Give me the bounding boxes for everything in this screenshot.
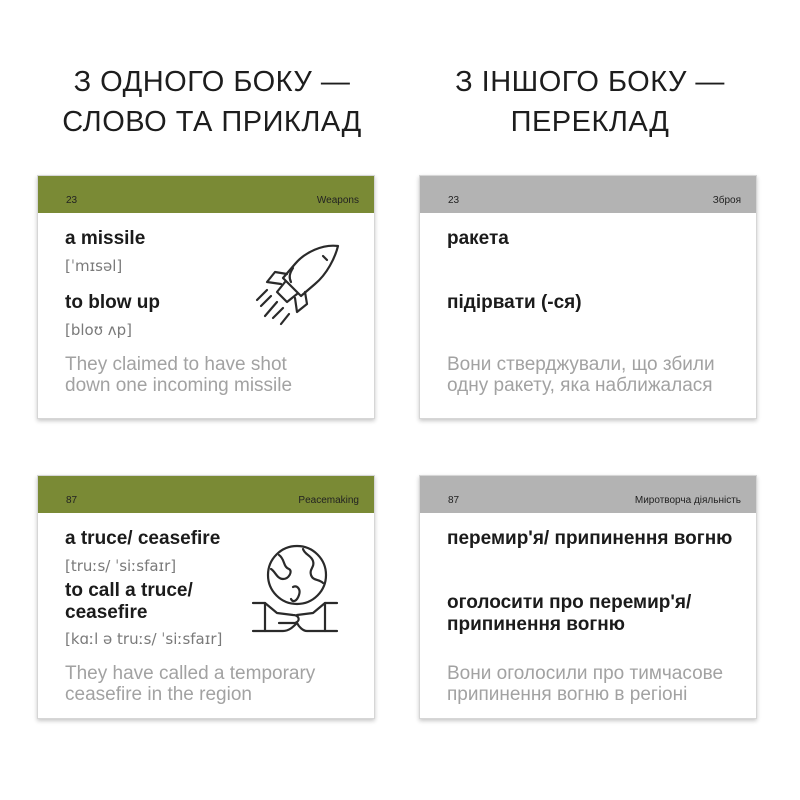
heading-line: З ОДНОГО БОКУ — (73, 66, 351, 98)
card-number: 23 (448, 195, 460, 206)
card-header-bar (420, 476, 756, 513)
transcription: [ˈmɪsəl] (65, 257, 123, 275)
example-sentence (447, 354, 715, 396)
word-primary: a truce/ ceasefire (65, 528, 221, 549)
heading-back-side (420, 62, 760, 142)
example-line: They claimed to have shot (65, 354, 287, 375)
word-primary: перемир'я/ припинення вогню (447, 528, 733, 549)
card-number: 87 (448, 495, 460, 506)
rocket-icon (243, 238, 353, 338)
transcription: [bloʊ ʌp] (65, 321, 133, 339)
flashcard-back-weapons (419, 175, 757, 419)
example-line: одну ракету, яка наближалася (447, 375, 713, 396)
card-category: Peacemaking (298, 495, 359, 506)
flashcard-front-weapons (37, 175, 375, 419)
example-line: ceasefire in the region (65, 684, 252, 705)
word-line: припинення вогню (447, 614, 625, 635)
word-line: ceasefire (65, 602, 148, 623)
heading-line: З ІНШОГО БОКУ — (455, 66, 725, 98)
word-secondary: to blow up (65, 292, 160, 313)
globe-in-hands-icon (249, 541, 341, 639)
card-header-bar (38, 476, 374, 513)
heading-front-side (42, 62, 382, 142)
example-line: Вони стверджували, що збили (447, 354, 715, 375)
card-category: Миротворча діяльність (634, 495, 741, 506)
card-body (65, 513, 360, 718)
example-sentence (447, 663, 723, 705)
flashcard-back-peacemaking (419, 475, 757, 719)
transcription: [truːs/ ˈsiːsfaɪr] (65, 557, 177, 575)
card-body (447, 513, 742, 718)
example-sentence (65, 663, 315, 705)
card-category: Зброя (712, 195, 741, 206)
word-secondary (447, 592, 691, 636)
example-line: They have called a temporary (65, 663, 316, 684)
card-body (447, 213, 742, 418)
word-primary: a missile (65, 228, 146, 249)
card-number: 23 (66, 195, 78, 206)
heading-line: СЛОВО ТА ПРИКЛАД (62, 106, 362, 138)
card-number: 87 (66, 495, 78, 506)
card-body (65, 213, 360, 418)
word-line: to call a truce/ (65, 580, 193, 601)
flashcard-front-peacemaking (37, 475, 375, 719)
example-line: припинення вогню в регіоні (447, 684, 688, 705)
word-line: оголосити про перемир'я/ (447, 592, 692, 613)
transcription: [kɑːl ə truːs/ ˈsiːsfaɪr] (65, 630, 223, 648)
example-sentence (65, 354, 292, 396)
card-header-bar (420, 176, 756, 213)
example-line: down one incoming missile (65, 375, 293, 396)
card-category: Weapons (316, 195, 359, 206)
heading-line: ПЕРЕКЛАД (510, 106, 670, 138)
word-secondary: підірвати (-ся) (447, 292, 582, 313)
card-header-bar (38, 176, 374, 213)
example-line: Вони оголосили про тимчасове (447, 663, 724, 684)
word-primary: ракета (447, 228, 509, 249)
word-secondary (65, 580, 193, 624)
